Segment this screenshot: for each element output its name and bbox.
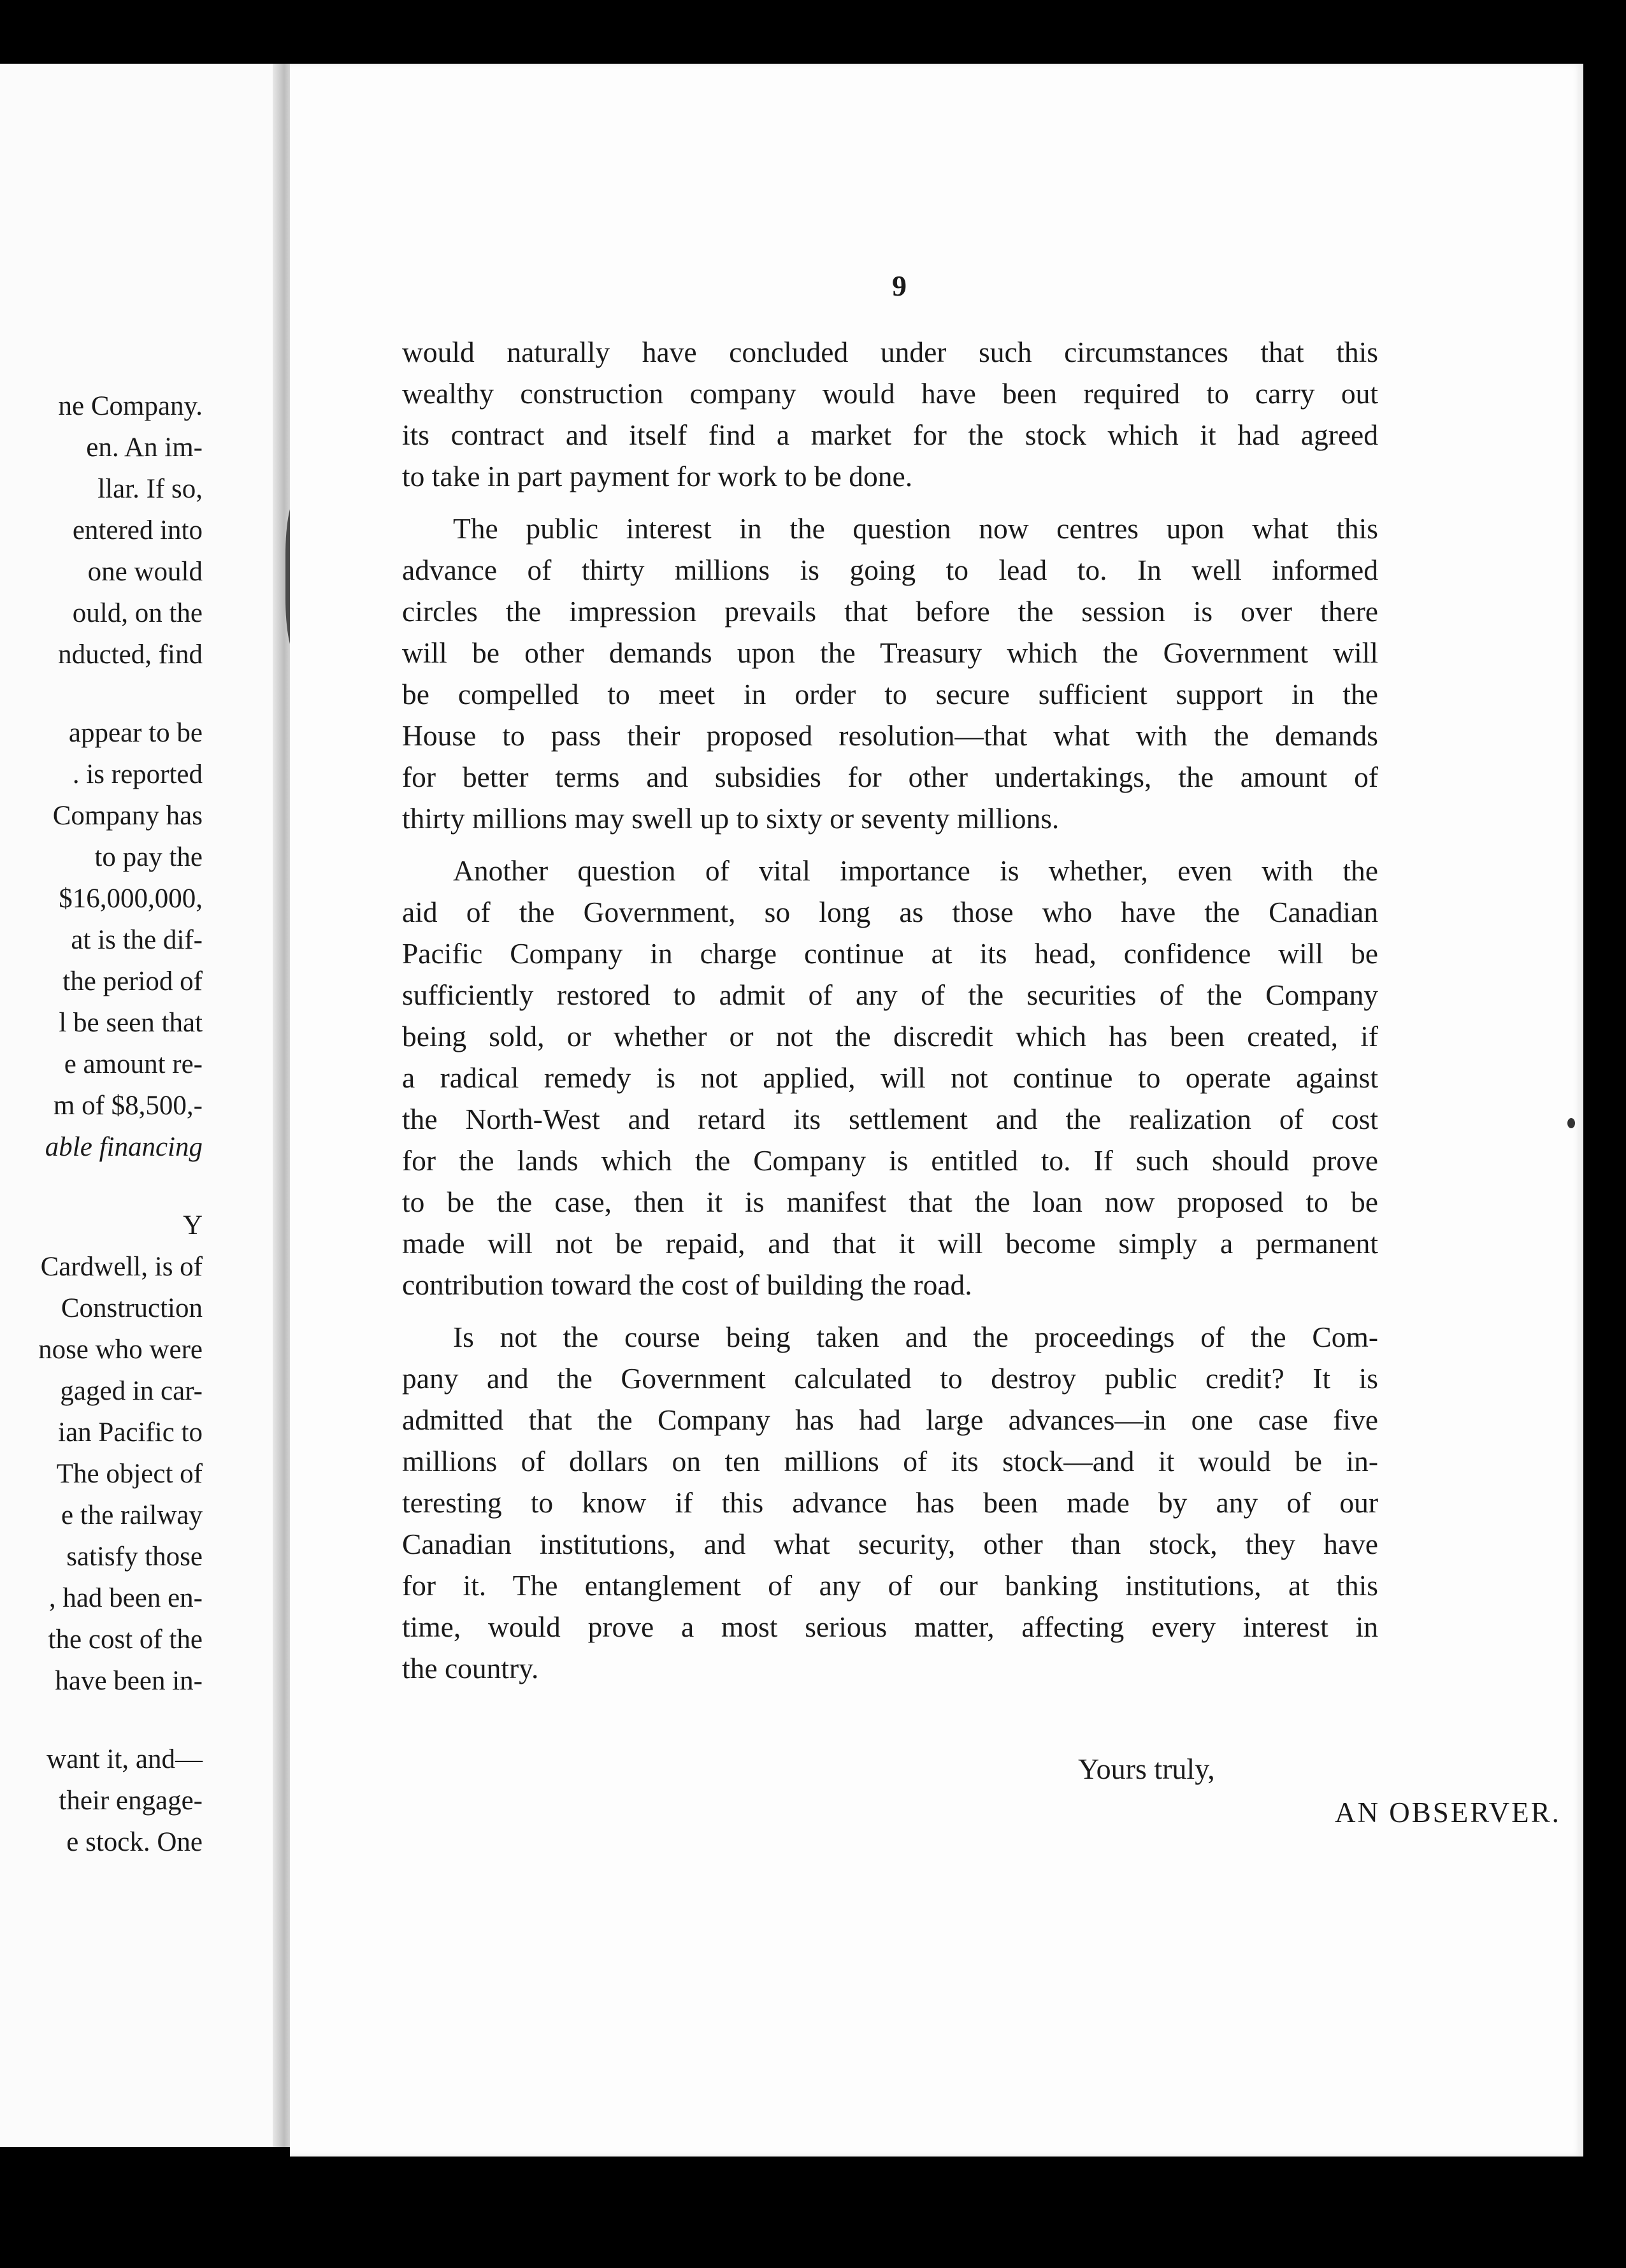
text-line: contribution toward the cost of building the road. [402,1268,972,1301]
letter-signature: AN OBSERVER. [1335,1797,1561,1828]
text-line: will be other demands upon the Treasury which the Government will [402,636,1378,669]
text-line: made will not be repaid, and that it will become simply a permanent [402,1227,1378,1260]
previous-page-line: ian Pacific to [58,1418,203,1447]
text-line: thirty millions may swell up to sixty or seventy millions. [402,802,1060,835]
paragraph [402,331,1378,497]
previous-page-line: , had been en- [48,1583,203,1613]
previous-page-line: gaged in car- [60,1376,203,1406]
previous-page-line: . is reported [72,759,203,789]
text-line: aid of the Government, so long as those who have the Canadian [402,896,1378,928]
previous-page-line: nducted, find [58,640,203,670]
text-line: pany and the Government calculated to destroy public credit? It is [402,1362,1378,1395]
previous-page-line: en. An im- [86,433,203,463]
previous-page-line [0,1168,203,1205]
previous-page-line: to pay the [94,842,203,872]
previous-page-line [0,1702,203,1739]
previous-page-line: llar. If so, [97,474,203,504]
previous-page-line: appear to be [68,718,203,748]
previous-page-line: Cardwell, is of [40,1252,203,1282]
scan-speck [1567,1118,1575,1128]
text-line: for it. The entanglement of any of our banking institutions, at this [402,1569,1378,1602]
previous-page-line: the period of [62,966,203,996]
text-line: time, would prove a most serious matter, affecting every interest in [402,1611,1378,1643]
previous-page-text [0,385,203,1863]
letter-body [402,331,1378,1700]
previous-page-line: m of $8,500,- [53,1091,203,1121]
text-line: a radical remedy is not applied, will not continue to operate against [402,1061,1378,1094]
previous-page-line: $16,000,000, [59,884,203,914]
paragraph [402,508,1378,839]
previous-page-line: Construction [61,1293,203,1323]
text-line: wealthy construction company would have been required to carry out [402,377,1378,410]
text-line: be compelled to meet in order to secure sufficient support in the [402,678,1378,710]
main-page [290,64,1583,2157]
text-line: being sold, or whether or not the discredit which has been created, if [402,1020,1378,1052]
text-line: sufficiently restored to admit of any of the securities of the Company [402,979,1378,1011]
text-line: to be the case, then it is manifest that the loan now proposed to be [402,1186,1378,1218]
text-line: The public interest in the question now centres upon what this [453,512,1378,545]
previous-page-line: want it, and— [47,1744,203,1774]
text-line: Another question of vital importance is whether, even with the [453,854,1378,887]
paragraph [402,1316,1378,1689]
text-line: for the lands which the Company is entitled to. If such should prove [402,1144,1378,1177]
text-line: for better terms and subsidies for other undertakings, the amount of [402,761,1378,793]
page-number: 9 [892,269,907,302]
previous-page-line: their engage- [59,1786,203,1816]
previous-page-line [0,675,203,712]
previous-page-line: e the railway [61,1500,203,1530]
text-line: the country. [402,1652,539,1684]
text-line: House to pass their proposed resolution—that what with the demands [402,719,1378,752]
text-line: its contract and itself find a market for the stock which it had agreed [402,419,1378,451]
text-line: the North-West and retard its settlement and the realization of cost [402,1103,1378,1135]
text-line: would naturally have concluded under such circumstances that this [402,336,1378,368]
text-line: Is not the course being taken and the proceedings of the Com- [453,1321,1378,1353]
previous-page-line: entered into [72,515,203,545]
text-line: to take in part payment for work to be done. [402,460,913,492]
previous-page [0,64,282,2147]
previous-page-line: able financing [45,1132,203,1162]
previous-page-line: have been in- [55,1666,203,1696]
previous-page-line: nose who were [38,1335,203,1365]
letter-closing: Yours truly, [1078,1753,1215,1785]
paragraph [402,850,1378,1305]
previous-page-line: e stock. One [66,1827,203,1857]
previous-page-line: l be seen that [59,1008,203,1038]
previous-page-line: ould, on the [72,598,203,628]
text-line: teresting to know if this advance has been made by any of our [402,1486,1378,1519]
previous-page-line: satisfy those [66,1542,203,1572]
text-line: circles the impression prevails that before the session is over there [402,595,1378,628]
previous-page-line: Company has [52,801,203,831]
text-line: millions of dollars on ten millions of its stock—and it would be in- [402,1445,1378,1477]
previous-page-line: one would [87,557,203,587]
previous-page-line: e amount re- [64,1049,203,1079]
previous-page-line: at is the dif- [71,925,203,955]
text-line: admitted that the Company has had large advances—in one case five [402,1403,1378,1436]
previous-page-line: the cost of the [48,1625,203,1654]
previous-page-line: The object of [56,1459,203,1489]
text-line: advance of thirty millions is going to lead to. In well informed [402,554,1378,586]
previous-page-line: ne Company. [58,391,203,421]
text-line: Pacific Company in charge continue at its head, confidence will be [402,937,1378,970]
previous-page-line: Y [182,1210,203,1240]
text-line: Canadian institutions, and what security, other than stock, they have [402,1528,1378,1560]
